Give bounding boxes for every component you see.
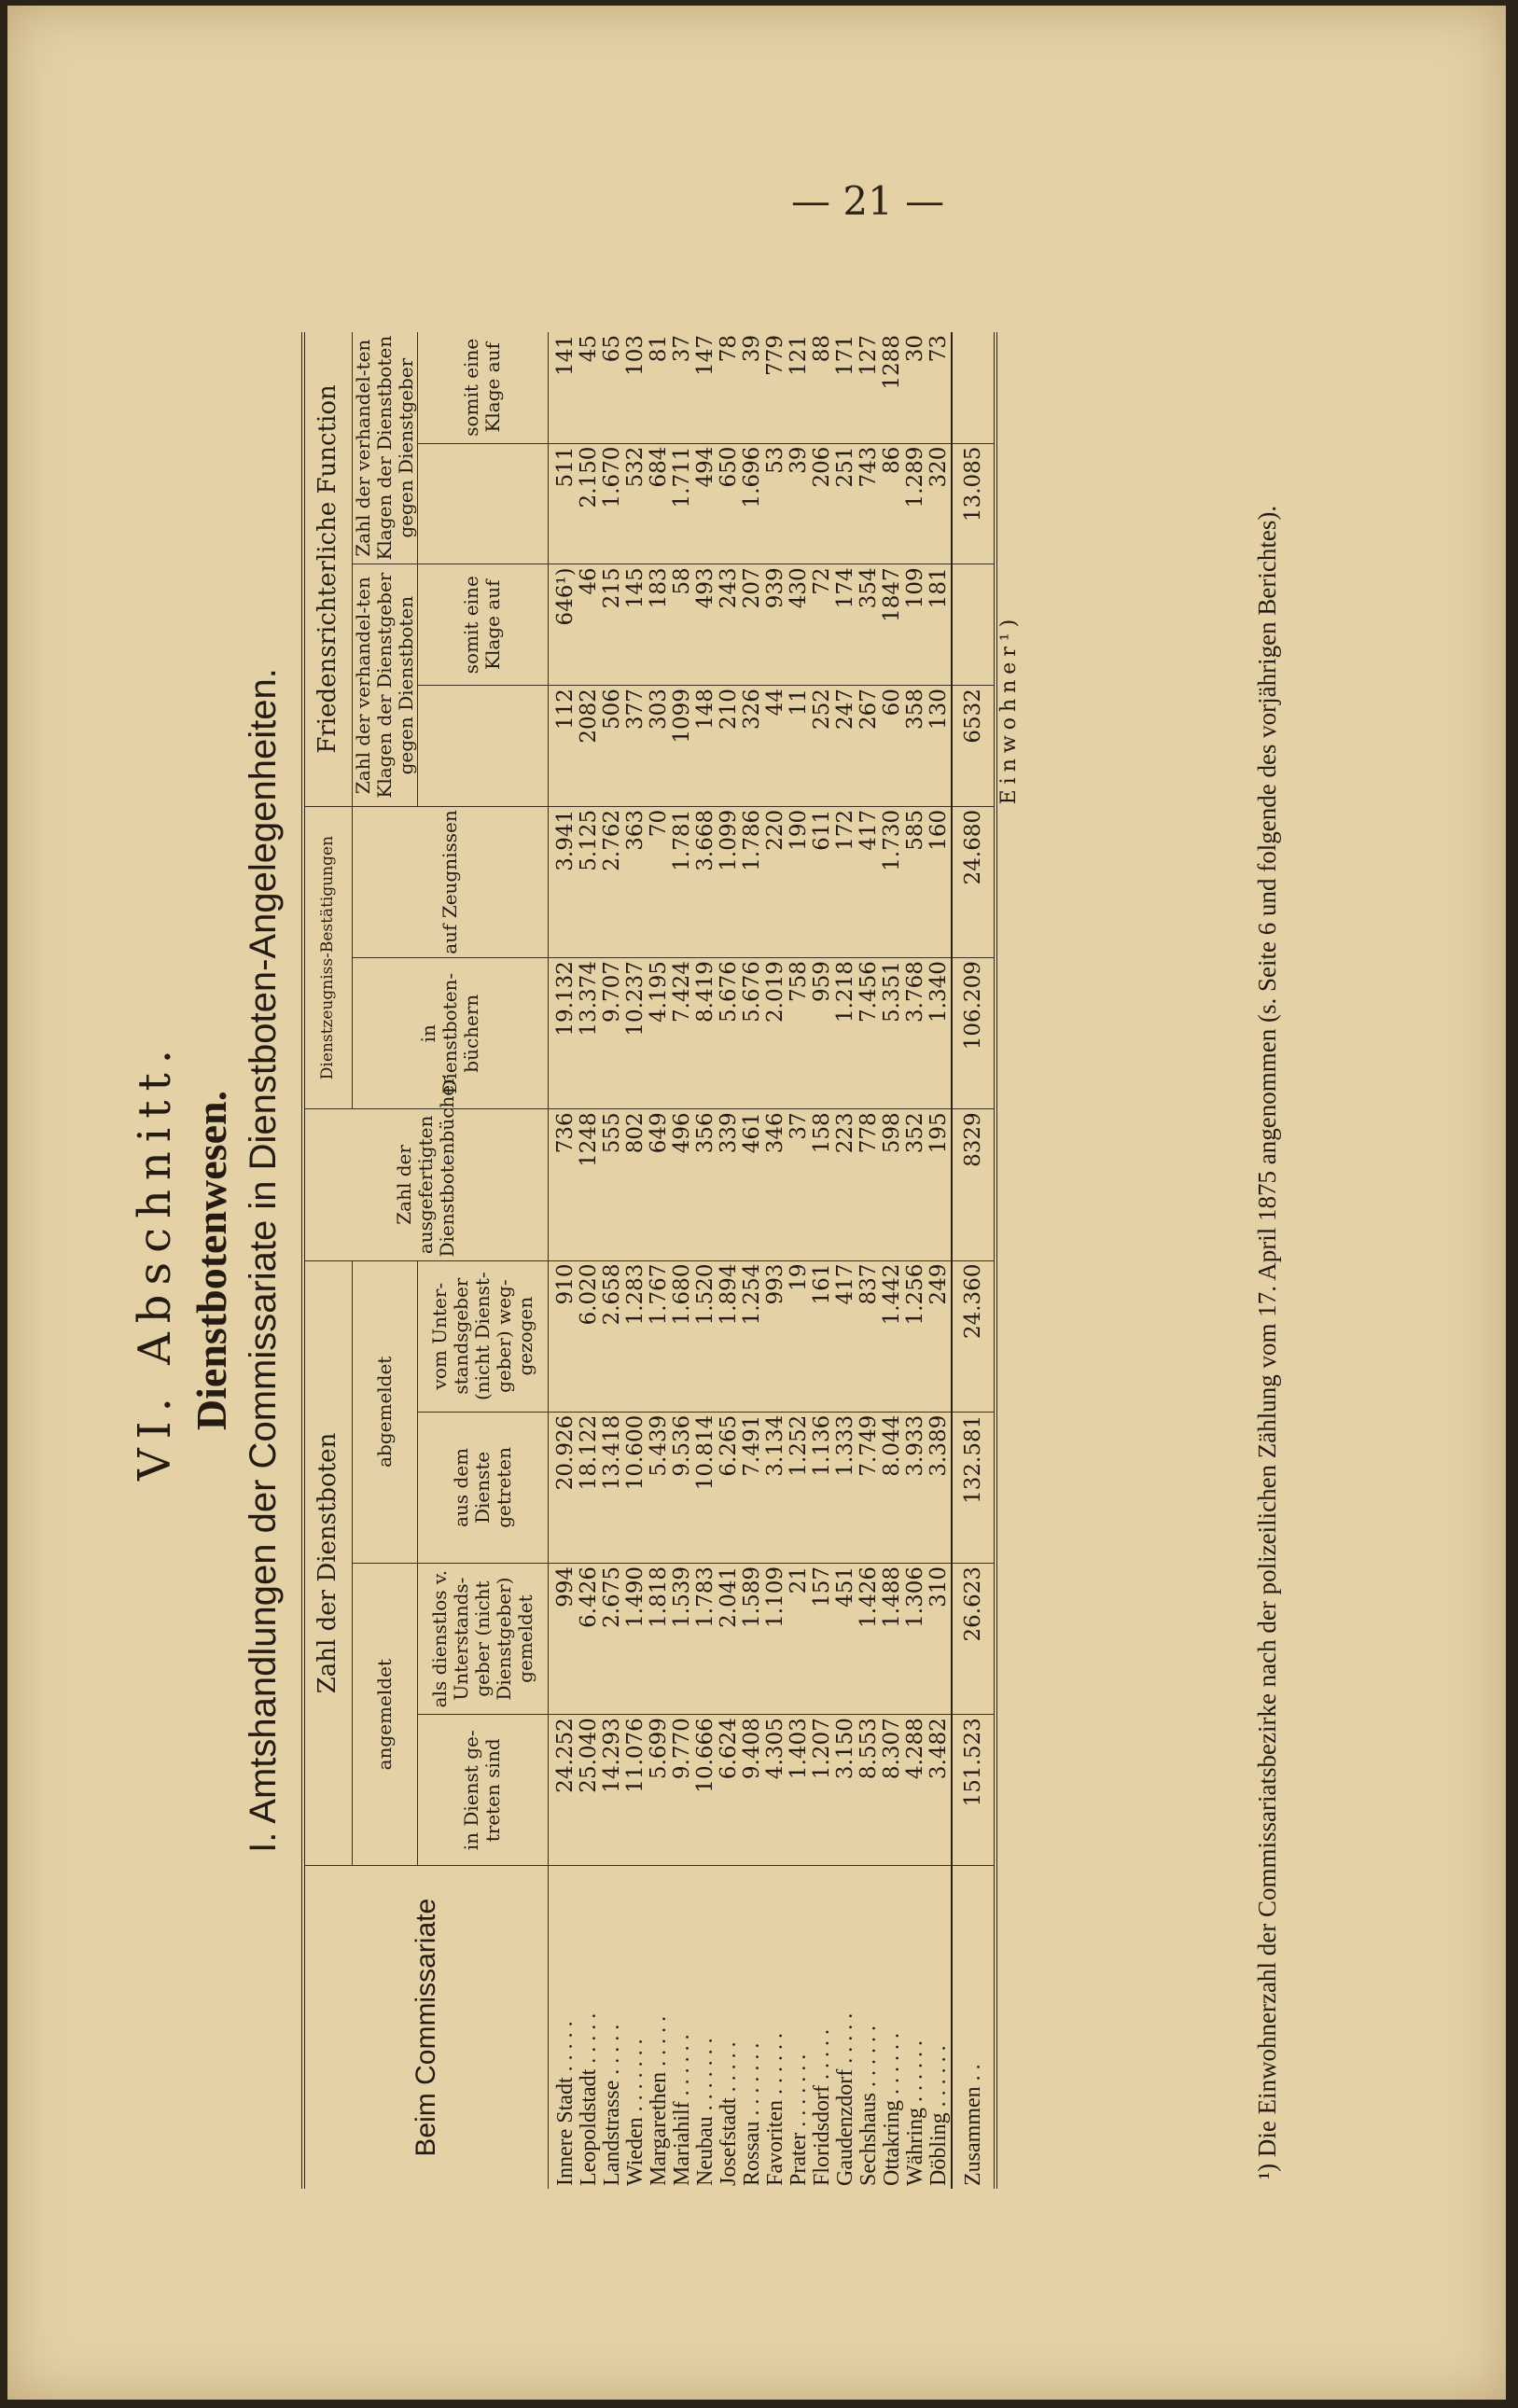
commissariat-name: Prater . . . . . . . xyxy=(786,2053,811,2186)
cell-c11: 121 xyxy=(787,332,811,443)
cell-c11: 1288 xyxy=(881,332,904,443)
cell-c8: 210 xyxy=(717,686,741,807)
cell-c9: 58 xyxy=(671,564,694,686)
cell-c6: 2.019 xyxy=(764,958,787,1109)
total-c9 xyxy=(952,564,996,686)
cell-c1: 9.408 xyxy=(741,1715,764,1866)
cell-c11: 78 xyxy=(717,332,741,443)
cell-c1: 3.150 xyxy=(834,1715,857,1866)
cell-c2: 1.589 xyxy=(741,1563,764,1714)
header-angemeldet: angemeldet xyxy=(352,1563,417,1865)
cell-c1: 24.252 xyxy=(548,1715,578,1866)
cell-c7: 70 xyxy=(648,806,671,957)
table-row xyxy=(764,332,787,2189)
cell-c10: 320 xyxy=(927,443,952,564)
header-c3: aus dem Dienste getreten xyxy=(417,1412,548,1563)
cell-c7: 220 xyxy=(764,806,787,957)
cell-c3: 10.814 xyxy=(694,1412,717,1563)
table-row xyxy=(741,332,764,2189)
total-label: Zusammen . . xyxy=(952,1866,996,2189)
cell-c11: 73 xyxy=(927,332,952,443)
cell-c2: 157 xyxy=(811,1563,834,1714)
header-c1: in Dienst ge-treten sind xyxy=(417,1715,548,1866)
cell-c8: 112 xyxy=(548,686,578,807)
cell-c10: 743 xyxy=(857,443,881,564)
cell-c6: 9.707 xyxy=(601,958,624,1109)
cell-c6: 758 xyxy=(787,958,811,1109)
cell-c10: 511 xyxy=(548,443,578,564)
cell-c7: 1.781 xyxy=(671,806,694,957)
table-row xyxy=(811,332,834,2189)
cell-c7: 5.125 xyxy=(578,806,601,957)
cell-c7: 611 xyxy=(811,806,834,957)
table-row xyxy=(648,332,671,2189)
cell-c8: 11 xyxy=(787,686,811,807)
cell-c5: 555 xyxy=(601,1109,624,1260)
cell-c2: 1.539 xyxy=(671,1563,694,1714)
cell-c9: 109 xyxy=(904,564,927,686)
cell-c5: 461 xyxy=(741,1109,764,1260)
cell-c7: 1.786 xyxy=(741,806,764,957)
cell-c8: 1099 xyxy=(671,686,694,807)
header-abgemeldet: abgemeldet xyxy=(352,1260,417,1563)
cell-c3: 9.536 xyxy=(671,1412,694,1563)
cell-c6: 8.419 xyxy=(694,958,717,1109)
cell-c6: 5.351 xyxy=(881,958,904,1109)
commissariat-name: Gaudenzdorf . . . . . xyxy=(832,2012,857,2186)
cell-c2: 2.041 xyxy=(717,1563,741,1714)
cell-c1: 1.207 xyxy=(811,1715,834,1866)
header-zeugnis: Dienstzeugniss-Bestätigungen xyxy=(303,806,352,1108)
cell-c9: 646¹) xyxy=(548,564,578,686)
cell-c7: 2.762 xyxy=(601,806,624,957)
cell-c3: 7.491 xyxy=(741,1412,764,1563)
cell-c8: 358 xyxy=(904,686,927,807)
rotated-content xyxy=(129,304,1323,2217)
total-c3: 132.581 xyxy=(952,1412,996,1563)
cell-c2: 310 xyxy=(927,1563,952,1714)
cell-c7: 417 xyxy=(857,806,881,957)
commissariat-name: Mariahilf . . . . . . xyxy=(669,2034,694,2186)
cell-c5: 356 xyxy=(694,1109,717,1260)
cell-c10: 650 xyxy=(717,443,741,564)
commissariat-name: Josefstadt . . . . . xyxy=(716,2041,741,2186)
commissariat-name: Floridsdorf . . . . . xyxy=(809,2029,834,2186)
cell-c4: 417 xyxy=(834,1260,857,1412)
cell-c2: 1.306 xyxy=(904,1563,927,1714)
cell-c9: 354 xyxy=(857,564,881,686)
book-page xyxy=(7,6,1506,2400)
cell-c11: 30 xyxy=(904,332,927,443)
table-row xyxy=(624,332,648,2189)
table-title: I. Amtshandlungen der Commissariate in Dienstboten-Angelegenheiten. xyxy=(243,668,284,1853)
cell-c3: 1.333 xyxy=(834,1412,857,1563)
cell-c8: 267 xyxy=(857,686,881,807)
cell-c8: 60 xyxy=(881,686,904,807)
cell-c6: 1.218 xyxy=(834,958,857,1109)
commissariat-name: Innere Stadt . . . . . xyxy=(552,2021,578,2186)
einwohner-note: Einwohner¹) xyxy=(996,613,1021,805)
table-row xyxy=(904,332,927,2189)
cell-c9: 145 xyxy=(624,564,648,686)
cell-c10: 1.696 xyxy=(741,443,764,564)
table-row xyxy=(787,332,811,2189)
cell-c6: 13.374 xyxy=(578,958,601,1109)
total-c8: 6532 xyxy=(952,686,996,807)
cell-c1: 25.040 xyxy=(578,1715,601,1866)
total-c4: 24.360 xyxy=(952,1260,996,1412)
cell-c5: 1248 xyxy=(578,1109,601,1260)
cell-c10: 1.289 xyxy=(904,443,927,564)
cell-c2: 1.783 xyxy=(694,1563,717,1714)
cell-c9: 430 xyxy=(787,564,811,686)
section-title: Dienstbotenwesen. xyxy=(188,1090,235,1431)
cell-c9: 939 xyxy=(764,564,787,686)
cell-c3: 13.418 xyxy=(601,1412,624,1563)
cell-c9: 215 xyxy=(601,564,624,686)
cell-c7: 160 xyxy=(927,806,952,957)
cell-c1: 8.307 xyxy=(881,1715,904,1866)
total-c10: 13.085 xyxy=(952,443,996,564)
cell-c11: 171 xyxy=(834,332,857,443)
cell-c10: 2.150 xyxy=(578,443,601,564)
total-c6: 106.209 xyxy=(952,958,996,1109)
cell-c4: 993 xyxy=(764,1260,787,1412)
cell-c5: 195 xyxy=(927,1109,952,1260)
cell-c7: 3.668 xyxy=(694,806,717,957)
commissariat-name: Favoriten . . . . . . xyxy=(762,2033,787,2186)
cell-c5: 736 xyxy=(548,1109,578,1260)
commissariat-name: Döbling . . . . . . xyxy=(926,2045,951,2186)
cell-c3: 3.933 xyxy=(904,1412,927,1563)
cell-c9: 207 xyxy=(741,564,764,686)
header-commissariate: Beim Commissariate xyxy=(303,1866,548,2189)
cell-c3: 1.252 xyxy=(787,1412,811,1563)
commissariat-name: Margarethen . . . . . xyxy=(646,2015,671,2186)
cell-c4: 1.442 xyxy=(881,1260,904,1412)
table-row xyxy=(834,332,857,2189)
cell-c5: 158 xyxy=(811,1109,834,1260)
cell-c8: 2082 xyxy=(578,686,601,807)
cell-c10: 494 xyxy=(694,443,717,564)
cell-c10: 251 xyxy=(834,443,857,564)
cell-c6: 5.676 xyxy=(717,958,741,1109)
cell-c4: 1.894 xyxy=(717,1260,741,1412)
cell-c2: 1.818 xyxy=(648,1563,671,1714)
cell-c4: 1.520 xyxy=(694,1260,717,1412)
table-row xyxy=(578,332,601,2189)
cell-c3: 8.044 xyxy=(881,1412,904,1563)
header-fried: Friedensrichterliche Function xyxy=(303,332,352,806)
cell-c9: 174 xyxy=(834,564,857,686)
cell-c1: 10.666 xyxy=(694,1715,717,1866)
total-c2: 26.623 xyxy=(952,1563,996,1714)
header-c6: in Dienstboten-büchern xyxy=(352,958,548,1109)
cell-c11: 37 xyxy=(671,332,694,443)
total-c11 xyxy=(952,332,996,443)
cell-c5: 802 xyxy=(624,1109,648,1260)
cell-c11: 779 xyxy=(764,332,787,443)
cell-c1: 1.403 xyxy=(787,1715,811,1866)
table-row xyxy=(694,332,717,2189)
cell-c1: 14.293 xyxy=(601,1715,624,1866)
cell-c4: 1.256 xyxy=(904,1260,927,1412)
cell-c7: 363 xyxy=(624,806,648,957)
cell-c11: 39 xyxy=(741,332,764,443)
cell-c7: 172 xyxy=(834,806,857,957)
cell-c3: 3.134 xyxy=(764,1412,787,1563)
cell-c11: 88 xyxy=(811,332,834,443)
cell-c2: 1.109 xyxy=(764,1563,787,1714)
header-c9: somit eine Klage auf xyxy=(417,564,548,686)
cell-c2: 451 xyxy=(834,1563,857,1714)
table-body xyxy=(548,332,1021,2189)
footnote: ¹) Die Einwohnerzahl der Commissariatsbezirke nach der polizeilichen Zählung vom 17. April 1875 angenommen (s. Seite 6 und folgende des vorjährigen Berichtes). xyxy=(1253,505,1281,2179)
cell-c1: 4.305 xyxy=(764,1715,787,1866)
cell-c8: 44 xyxy=(764,686,787,807)
cell-c9: 1847 xyxy=(881,564,904,686)
cell-c10: 39 xyxy=(787,443,811,564)
cell-c5: 223 xyxy=(834,1109,857,1260)
cell-c7: 1.099 xyxy=(717,806,741,957)
cell-c10: 206 xyxy=(811,443,834,564)
table-row xyxy=(717,332,741,2189)
cell-c4: 1.680 xyxy=(671,1260,694,1412)
cell-c2: 994 xyxy=(548,1563,578,1714)
cell-c5: 346 xyxy=(764,1109,787,1260)
cell-c1: 11.076 xyxy=(624,1715,648,1866)
cell-c1: 5.699 xyxy=(648,1715,671,1866)
header-c5: Zahl der ausgefertigten Dienstbotenbücher xyxy=(303,1109,548,1260)
cell-c8: 326 xyxy=(741,686,764,807)
header-c11: somit eine Klage auf xyxy=(417,332,548,443)
cell-c4: 1.254 xyxy=(741,1260,764,1412)
cell-c4: 837 xyxy=(857,1260,881,1412)
header-c2: als dienstlos v. Unterstands-geber (nicht Dienstgeber) gemeldet xyxy=(417,1563,548,1714)
cell-c9: 493 xyxy=(694,564,717,686)
commissariat-name: Neubau . . . . . . . xyxy=(692,2038,717,2186)
cell-c11: 141 xyxy=(548,332,578,443)
cell-c7: 190 xyxy=(787,806,811,957)
cell-c4: 6.020 xyxy=(578,1260,601,1412)
header-zahl: Zahl der Dienstboten xyxy=(303,1260,352,1866)
cell-c1: 3.482 xyxy=(927,1715,952,1866)
cell-c5: 649 xyxy=(648,1109,671,1260)
statistics-table xyxy=(301,332,1021,2189)
cell-c3: 7.749 xyxy=(857,1412,881,1563)
cell-c10: 1.670 xyxy=(601,443,624,564)
table-row xyxy=(857,332,881,2189)
cell-c6: 10.237 xyxy=(624,958,648,1109)
cell-c4: 1.283 xyxy=(624,1260,648,1412)
cell-c8: 506 xyxy=(601,686,624,807)
cell-c8: 377 xyxy=(624,686,648,807)
cell-c10: 684 xyxy=(648,443,671,564)
table-row xyxy=(927,332,952,2189)
cell-c6: 3.768 xyxy=(904,958,927,1109)
cell-c8: 130 xyxy=(927,686,952,807)
cell-c4: 2.658 xyxy=(601,1260,624,1412)
total-c7: 24.680 xyxy=(952,806,996,957)
cell-c2: 1.488 xyxy=(881,1563,904,1714)
cell-c2: 1.490 xyxy=(624,1563,648,1714)
cell-c11: 103 xyxy=(624,332,648,443)
cell-c7: 3.941 xyxy=(548,806,578,957)
cell-c1: 6.624 xyxy=(717,1715,741,1866)
cell-c3: 3.389 xyxy=(927,1412,952,1563)
cell-c3: 18.122 xyxy=(578,1412,601,1563)
cell-c5: 339 xyxy=(717,1109,741,1260)
cell-c1: 4.288 xyxy=(904,1715,927,1866)
header-c8: Zahl der verhandel-ten Klagen der Dienstgeber gegen Dienstboten xyxy=(352,564,417,807)
cell-c9: 181 xyxy=(927,564,952,686)
cell-c7: 1.730 xyxy=(881,806,904,957)
cell-c5: 778 xyxy=(857,1109,881,1260)
cell-c10: 53 xyxy=(764,443,787,564)
cell-c8: 148 xyxy=(694,686,717,807)
table-row xyxy=(601,332,624,2189)
cell-c3: 5.439 xyxy=(648,1412,671,1563)
cell-c3: 20.926 xyxy=(548,1412,578,1563)
header-c7: auf Zeugnissen xyxy=(352,806,548,957)
cell-c3: 10.600 xyxy=(624,1412,648,1563)
section-heading: VI. Abschnitt. xyxy=(129,1039,181,1482)
cell-c2: 6.426 xyxy=(578,1563,601,1714)
cell-c8: 247 xyxy=(834,686,857,807)
cell-c11: 65 xyxy=(601,332,624,443)
commissariat-name: Wieden . . . . . . . xyxy=(622,2039,648,2186)
cell-c7: 585 xyxy=(904,806,927,957)
commissariat-name: Ottakring . . . . . . xyxy=(879,2033,904,2186)
table-row xyxy=(881,332,904,2189)
total-row xyxy=(952,332,996,2189)
cell-c10: 532 xyxy=(624,443,648,564)
cell-c5: 598 xyxy=(881,1109,904,1260)
cell-c4: 161 xyxy=(811,1260,834,1412)
cell-c1: 8.553 xyxy=(857,1715,881,1866)
cell-c5: 496 xyxy=(671,1109,694,1260)
cell-c9: 46 xyxy=(578,564,601,686)
cell-c9: 243 xyxy=(717,564,741,686)
cell-c4: 19 xyxy=(787,1260,811,1412)
cell-c11: 127 xyxy=(857,332,881,443)
cell-c5: 37 xyxy=(787,1109,811,1260)
commissariat-name: Währing . . . . . . xyxy=(902,2040,927,2186)
cell-c6: 4.195 xyxy=(648,958,671,1109)
cell-c4: 249 xyxy=(927,1260,952,1412)
header-c4: vom Unter-standsgeber (nicht Dienst-geber) weg-gezogen xyxy=(417,1260,548,1412)
cell-c6: 1.340 xyxy=(927,958,952,1109)
cell-c2: 1.426 xyxy=(857,1563,881,1714)
cell-c6: 7.456 xyxy=(857,958,881,1109)
table-row xyxy=(548,332,578,2189)
cell-c8: 252 xyxy=(811,686,834,807)
cell-c5: 352 xyxy=(904,1109,927,1260)
cell-c6: 5.676 xyxy=(741,958,764,1109)
cell-c3: 1.136 xyxy=(811,1412,834,1563)
cell-c4: 1.767 xyxy=(648,1260,671,1412)
commissariat-name: Landstrasse . . . . . xyxy=(599,2024,624,2186)
cell-c11: 45 xyxy=(578,332,601,443)
cell-c11: 81 xyxy=(648,332,671,443)
total-c5: 8329 xyxy=(952,1109,996,1260)
cell-c3: 6.265 xyxy=(717,1412,741,1563)
cell-c6: 19.132 xyxy=(548,958,578,1109)
commissariat-name: Sechshaus . . . . . . xyxy=(856,2025,881,2186)
page-number: — 21 — xyxy=(791,178,945,224)
cell-c8: 303 xyxy=(648,686,671,807)
header-c10: Zahl der verhandel-ten Klagen der Dienstboten gegen Dienstgeber xyxy=(352,332,417,564)
total-c1: 151.523 xyxy=(952,1715,996,1866)
cell-c1: 9.770 xyxy=(671,1715,694,1866)
commissariat-name: Rossau . . . . . . . xyxy=(739,2042,764,2186)
cell-c9: 72 xyxy=(811,564,834,686)
cell-c11: 147 xyxy=(694,332,717,443)
cell-c10: 1.711 xyxy=(671,443,694,564)
table-row xyxy=(671,332,694,2189)
cell-c4: 910 xyxy=(548,1260,578,1412)
cell-c10: 86 xyxy=(881,443,904,564)
cell-c2: 21 xyxy=(787,1563,811,1714)
cell-c9: 183 xyxy=(648,564,671,686)
cell-c2: 2.675 xyxy=(601,1563,624,1714)
commissariat-name: Leopoldstadt . . . . . xyxy=(576,2012,601,2186)
cell-c6: 7.424 xyxy=(671,958,694,1109)
cell-c6: 959 xyxy=(811,958,834,1109)
